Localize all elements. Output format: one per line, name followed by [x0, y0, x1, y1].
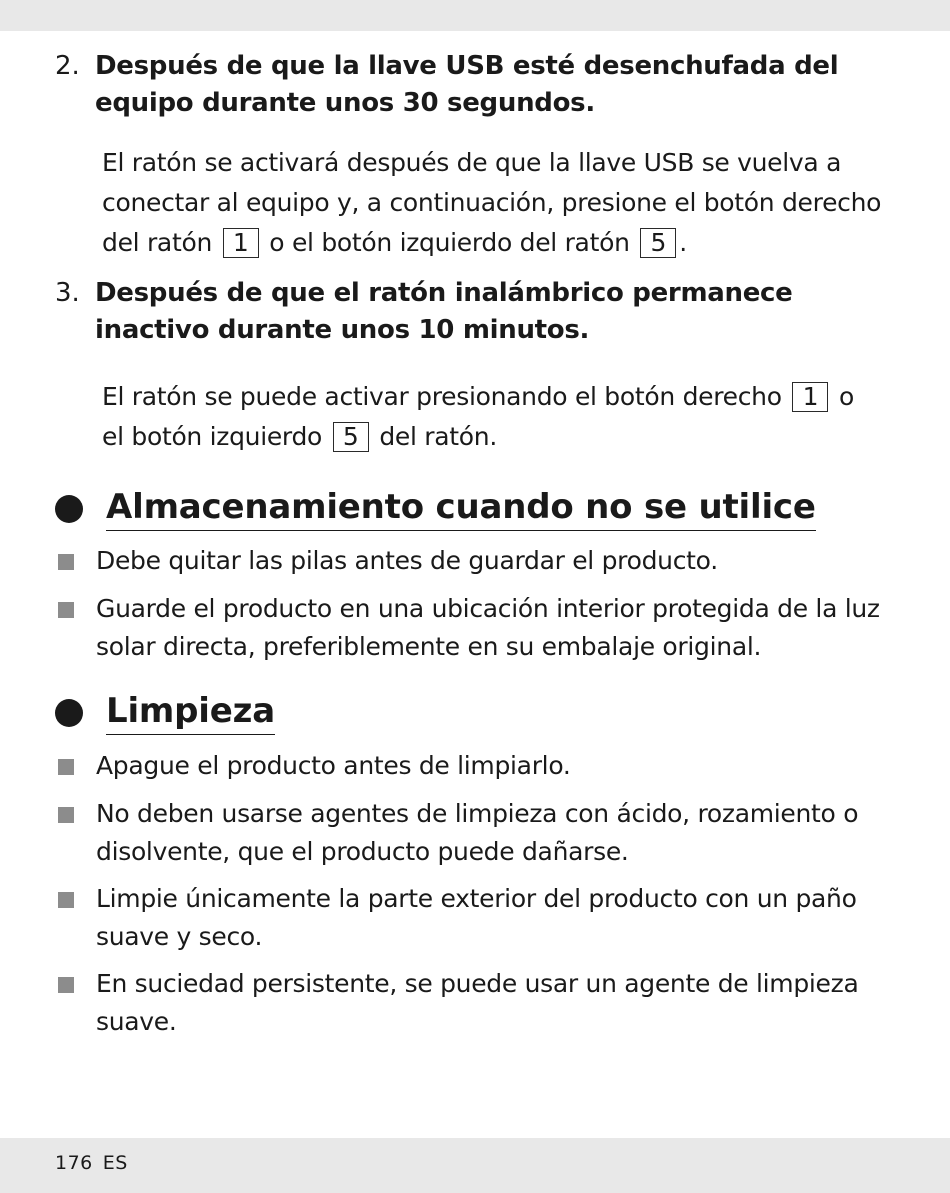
list-item: [58, 747, 878, 787]
list-item-text: En suciedad persistente, se puede usar un agente de limpieza suave.: [96, 969, 859, 1036]
list-item-text: Guarde el producto en una ubicación interior protegida de la luz solar directa, preferiblemente en su embalaje original.: [96, 594, 880, 661]
section-title: Limpieza: [106, 690, 275, 735]
step-number: 3.: [55, 278, 80, 308]
step-text: .: [679, 228, 687, 257]
section-title: Almacenamiento cuando no se utilice: [106, 486, 816, 531]
list-item-text: No deben usarse agentes de limpieza con ácido, rozamiento o disolvente, que el producto puede dañarse.: [96, 799, 859, 866]
step-description: [102, 143, 882, 263]
step-text: El ratón se puede activar presionando el botón derecho: [102, 382, 782, 411]
square-bullet-icon: [58, 759, 74, 775]
square-bullet-icon: [58, 892, 74, 908]
section-heading-storage: [55, 486, 875, 536]
step-text: El ratón se activará después de que la llave USB se vuelva a conectar al equipo y, a continuación, presione el botón derecho del ratón: [102, 148, 882, 257]
step-text: del ratón.: [379, 422, 497, 451]
step-title: Después de que la llave USB esté desenchufada del equipo durante unos 30 segundos.: [95, 51, 839, 118]
list-item: [58, 795, 878, 875]
step-2: [55, 48, 882, 268]
language-code: ES: [102, 1152, 128, 1174]
footer-band: [0, 1138, 950, 1193]
section-heading-cleaning: [55, 690, 875, 740]
list-item: [58, 965, 878, 1045]
step-title: Después de que el ratón inalámbrico permanece inactivo durante unos 10 minutos.: [95, 278, 793, 345]
bullet-dot-icon: [55, 699, 83, 727]
square-bullet-icon: [58, 602, 74, 618]
reference-box-right-button: 1: [792, 382, 828, 412]
page-number: 176: [55, 1152, 93, 1174]
list-item-text: Debe quitar las pilas antes de guardar el producto.: [96, 546, 718, 575]
reference-box-right-button: 1: [223, 228, 259, 258]
step-description: [102, 377, 882, 457]
step-number: 2.: [55, 51, 80, 81]
reference-box-left-button: 5: [333, 422, 369, 452]
list-item: [58, 590, 878, 670]
step-3: [55, 275, 875, 465]
reference-box-left-button: 5: [640, 228, 676, 258]
top-margin-band: [0, 0, 950, 31]
square-bullet-icon: [58, 807, 74, 823]
list-item: [58, 542, 878, 582]
list-item-text: Apague el producto antes de limpiarlo.: [96, 751, 571, 780]
step-text: o el botón izquierdo: [102, 382, 855, 451]
square-bullet-icon: [58, 554, 74, 570]
step-text: o el botón izquierdo del ratón: [269, 228, 630, 257]
bullet-dot-icon: [55, 495, 83, 523]
page-footer: [55, 1152, 128, 1174]
list-item-text: Limpie únicamente la parte exterior del producto con un paño suave y seco.: [96, 884, 857, 951]
square-bullet-icon: [58, 977, 74, 993]
list-item: [58, 880, 878, 960]
